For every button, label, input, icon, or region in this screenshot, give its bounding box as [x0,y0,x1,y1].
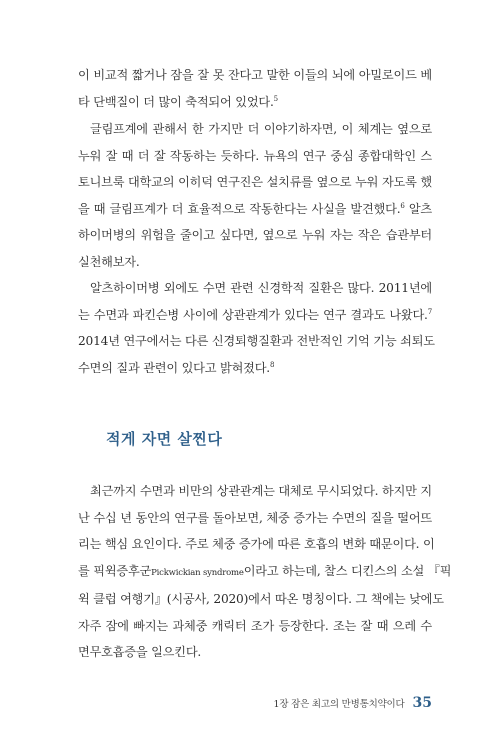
page-number: 35 [412,695,432,711]
text-line: 누워 잘 때 더 잘 작동하는 듯하다. 뉴욕의 연구 중심 종합대학인 스 [78,148,432,163]
text-line: 난 수십 년 동안의 연구를 돌아보면, 체중 증가는 수면의 질을 떨어뜨 [78,510,432,525]
footnote-ref: 7 [427,307,432,316]
footnote-ref: 5 [273,94,278,103]
text-line: 자주 잠에 빠지는 과체중 캐릭터 조가 등장한다. 조는 잘 때 으레 수 [78,618,432,633]
paragraph-1 [78,62,432,115]
page-footer [274,695,433,711]
text-segment: 알츠 [404,201,432,216]
text-line: 알츠하이머병 외에도 수면 관련 신경학적 질환은 많다. 2011년에 [90,281,432,295]
text-line [78,302,432,329]
text-line: 리는 핵심 요인이다. 주로 체중 증가에 따른 호흡의 변화 때문이다. 이 [78,537,435,551]
chapter-title: 1장 잠은 최고의 만병통치약이다 [273,699,405,710]
text-line: 면무호흡증을 일으킨다. [78,645,202,659]
text-segment: 이라고 하는데, 찰스 디킨스의 소설 『픽 [243,563,452,578]
text-line: 최근까지 수면과 비만의 상관관계는 대체로 무시되었다. 하지만 지 [90,484,432,498]
text-line [78,196,432,223]
text-line: 이 비교적 짧거나 잠을 잘 못 잔다고 말한 이들의 뇌에 아밀로이드 베 [78,68,432,82]
text-line: 2014년 연구에서는 다른 신경퇴행질환과 전반적인 기억 기능 쇠퇴도 [78,334,435,348]
text-segment: 타 단백질이 더 많이 축적되어 있었다. [78,94,274,109]
text-line: 하이머병의 위험을 줄이고 싶다면, 옆으로 누워 자는 작은 습관부터 [78,228,432,242]
english-term: Pickwickian syndrome [151,567,244,578]
text-line: 토니브룩 대학교의 이히덕 연구진은 설치류를 옆으로 누워 자도록 했 [78,175,432,189]
text-segment: 수면의 질과 관련이 있다고 밝혀졌다. [78,360,270,375]
footnote-ref: 8 [269,360,275,369]
text-segment: 는 수면과 파킨슨병 사이에 상관관계가 있다는 연구 결과도 나왔다. [78,307,428,322]
paragraph-2 [78,116,432,275]
text-line [78,89,432,116]
text-segment: 을 때 글림프계가 더 효율적으로 작동한다는 사실을 발견했다. [78,201,401,216]
text-line [78,355,432,382]
paragraph-4 [78,478,452,666]
text-line: 윅 클럽 여행기』(시공사, 2020)에서 따온 명칭이다. 그 책에는 낮에도 [78,592,444,606]
paragraph-3 [78,275,435,381]
text-line: 실천해보자. [78,254,140,269]
text-line: 글림프계에 관해서 한 가지만 더 이야기하자면, 이 체계는 옆으로 [90,122,432,136]
text-line [78,558,452,587]
text-segment: 를 픽윅증후군 [78,563,152,578]
section-heading: 적게 자면 살찐다 [106,430,223,448]
footnote-ref: 6 [400,201,405,210]
